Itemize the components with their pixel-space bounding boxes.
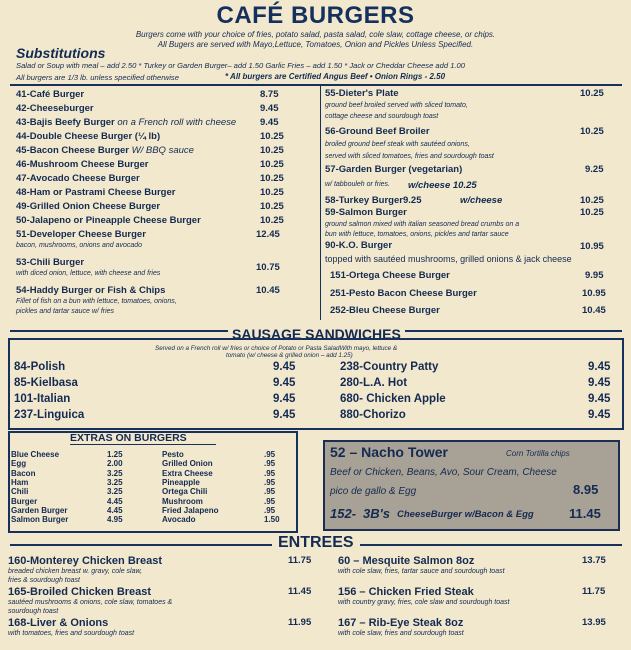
nacho-subtitle: Corn Tortilla chips <box>506 449 570 458</box>
burger-item-desc: with diced onion, lettuce, with cheese and fries <box>16 270 161 277</box>
burger-item-name: 55-Dieter's Plate <box>325 88 399 99</box>
extra-item-price: .95 <box>264 505 276 515</box>
entree-item-desc: with tomatoes, fries and sourdough toast <box>8 630 135 637</box>
entree-item-name: 168-Liver & Onions <box>8 617 109 629</box>
burger-item-price: 10.25 <box>260 131 284 142</box>
sausage-note-2: tomato (w/ cheese & grilled onion – add 1.25) <box>226 352 353 359</box>
extra-item-price: 3.25 <box>107 487 123 497</box>
burger-item-desc: ground salmon mixed with italian seasoned bread crumbs on a <box>325 221 520 228</box>
burger-item-name: 57-Garden Burger (vegetarian) <box>325 164 463 175</box>
burger-item-desc: served with sliced tomatoes, fries and sourdough toast <box>325 153 494 160</box>
burger-item-price: 9.45 <box>260 117 279 128</box>
burger-item-name: 43-Bajis Beefy Burger on a French roll with cheese <box>16 117 237 128</box>
burger-item-name: 44-Double Cheese Burger (¼ lb) <box>16 131 161 142</box>
burger-item-price: 10.75 <box>256 262 280 273</box>
extra-item-price: .95 <box>264 450 276 459</box>
burger-item-extra: w/cheese <box>460 195 503 206</box>
entree-item-price: 13.75 <box>582 555 606 566</box>
sausage-item-name: 238-Country Patty <box>340 361 439 373</box>
sausage-item-name: 280-L.A. Hot <box>340 377 408 389</box>
sausage-item-name: 84-Polish <box>14 361 66 373</box>
entree-item-desc: fries & sourdough toast <box>8 577 80 584</box>
extra-item-name: Mushroom <box>162 496 203 506</box>
burger-item-price: 9.25 <box>585 164 604 175</box>
nacho-title: 52 – Nacho Tower <box>330 444 449 460</box>
burger-item-name: 56-Ground Beef Broiler <box>325 126 430 137</box>
burger-item-note: W/ BBQ sauce <box>128 145 194 156</box>
sausage-item-name: 880-Chorizo <box>340 409 406 421</box>
burger-item-name: 59-Salmon Burger <box>325 207 407 218</box>
burger-item-name: 47-Avocado Cheese Burger <box>16 173 140 184</box>
combo-152-desc: CheeseBurger w/Bacon & Egg <box>397 509 534 520</box>
extra-item-price: 4.45 <box>107 496 123 506</box>
extra-item-price: 3.25 <box>107 477 123 487</box>
extra-item-name: Egg <box>11 459 27 469</box>
burger-item-name: 41-Café Burger <box>16 89 85 100</box>
sausage-note-1: Served on a French roll w/ fries or choice of Potato or Pasta SaladWith mayo, lettuce & <box>155 345 398 352</box>
entree-item-price: 11.95 <box>288 617 312 628</box>
burger-item-desc: pickles and tartar sauce w/ fries <box>16 308 115 315</box>
burger-item-price: 10.45 <box>582 305 606 316</box>
entree-item-desc: with cole slaw, fries and sourdough toast <box>338 630 464 637</box>
entree-item-name: 165-Broiled Chicken Breast <box>8 586 152 598</box>
entree-item-name: 156 – Chicken Fried Steak <box>338 586 474 598</box>
burger-item-extra: w/cheese 10.25 <box>408 180 477 191</box>
burger-item-desc: topped with sautéed mushrooms, grilled onions & jack cheese <box>325 254 572 264</box>
burger-item-price: 8.75 <box>260 89 279 100</box>
burger-item-price: 9.45 <box>260 103 279 114</box>
sausage-item-price: 9.45 <box>588 409 611 421</box>
header-divider <box>10 84 622 86</box>
burger-item-name: 50-Jalapeno or Pineapple Cheese Burger <box>16 215 201 226</box>
burger-item-note: on a French roll with cheese <box>114 117 237 128</box>
nacho-price: 8.95 <box>573 482 599 497</box>
nacho-ingredients-2: pico de gallo & Egg <box>330 486 417 497</box>
sausage-item-name: 680- Chicken Apple <box>340 393 446 405</box>
entree-item-desc: with country gravy, fries, cole slaw and sourdough toast <box>338 599 510 606</box>
burger-item-name: 90-K.O. Burger <box>325 240 393 251</box>
extra-item-price: 4.45 <box>107 505 123 515</box>
burger-item-price: 10.25 <box>580 126 604 137</box>
entree-item-name: 160-Monterey Chicken Breast <box>8 555 163 567</box>
burger-item-price: 10.95 <box>582 288 606 299</box>
sausage-item-price: 9.45 <box>588 361 611 373</box>
extra-item-name: Extra Cheese <box>162 468 213 478</box>
burger-item-name: 45-Bacon Cheese Burger W/ BBQ sauce <box>16 145 194 156</box>
entree-item-name: 167 – Rib-Eye Steak 8oz <box>338 617 464 629</box>
extra-item-name: Ortega Chili <box>162 487 208 497</box>
entree-item-name: 60 – Mesquite Salmon 8oz <box>338 555 475 567</box>
nacho-tower-box <box>323 440 620 531</box>
combo-152-name: 3B's <box>363 506 390 521</box>
sausage-item-price: 9.45 <box>273 393 296 405</box>
nacho-ingredients: Beef or Chicken, Beans, Avo, Sour Cream, Cheese <box>330 467 557 478</box>
burger-item-price: 10.25 <box>260 173 284 184</box>
burger-item-name: 151-Ortega Cheese Burger <box>330 270 450 281</box>
extra-item-price: 1.50 <box>264 515 280 525</box>
burger-item-price: 12.45 <box>256 229 280 240</box>
burger-item-desc: bacon, mushrooms, onions and avocado <box>16 242 143 249</box>
sausage-item-price: 9.45 <box>588 377 611 389</box>
burger-item-name: 54-Haddy Burger or Fish & Chips <box>16 285 166 296</box>
extra-item-price: 2.00 <box>107 459 123 469</box>
burger-item-name: 251-Pesto Bacon Cheese Burger <box>330 288 477 299</box>
extra-item-name: Garden Burger <box>11 505 68 515</box>
entree-item-desc: sautéed mushrooms & onions, cole slaw, tomatoes & <box>8 599 173 606</box>
entrees-heading: ENTREES <box>272 534 360 552</box>
extras-heading: EXTRAS ON BURGERS <box>70 432 187 444</box>
burger-item-price: 10.25 <box>260 159 284 170</box>
burger-item-price: 10.25 <box>580 195 604 206</box>
extra-item-price: .95 <box>264 487 276 497</box>
combo-152-price: 11.45 <box>569 506 601 521</box>
burger-item-desc: Fillet of fish on a bun with lettuce, tomatoes, onions, <box>16 298 177 305</box>
extra-item-name: Salmon Burger <box>11 515 69 525</box>
burger-item-name: 53-Chili Burger <box>16 257 85 268</box>
sausage-item-price: 9.45 <box>273 377 296 389</box>
burger-item-name: 51-Developer Cheese Burger <box>16 229 146 240</box>
burger-item-price: 10.25 <box>580 88 604 99</box>
extra-item-price: 1.25 <box>107 450 123 459</box>
combo-152-number: 152- <box>330 506 357 521</box>
burger-item-name: 252-Bleu Cheese Burger <box>330 305 440 316</box>
extra-item-name: Fried Jalapeno <box>162 505 219 515</box>
burger-item-name: 46-Mushroom Cheese Burger <box>16 159 149 170</box>
entree-item-desc: with cole slaw, fries, tartar sauce and sourdough toast <box>338 568 505 575</box>
sausage-item-name: 237-Linguica <box>14 409 85 421</box>
extra-item-name: Avocado <box>162 515 196 525</box>
substitutions-heading: Substitutions <box>16 45 106 61</box>
extra-item-price: .95 <box>264 468 276 478</box>
extra-item-name: Burger <box>11 496 38 506</box>
burger-item-price: 10.25 <box>260 215 284 226</box>
intro-line-1: Burgers come with your choice of fries, potato salad, pasta salad, cole slaw, cottage cheese, or chips. <box>135 30 496 39</box>
entree-item-desc: breaded chicken breast w. gravy, cole slaw, <box>8 568 143 575</box>
extra-item-name: Chili <box>11 487 29 497</box>
burger-item-price: 9.95 <box>585 270 604 281</box>
sausage-item-price: 9.45 <box>273 409 296 421</box>
extra-item-name: Blue Cheese <box>11 450 60 459</box>
burger-item-desc: cottage cheese and sourdough toast <box>325 113 439 120</box>
burger-item-desc: broiled ground beef steak with sautéed onions, <box>325 141 470 148</box>
extra-item-price: 4.95 <box>107 515 123 525</box>
burger-item-price: 10.25 <box>260 187 284 198</box>
sausage-item-name: 85-Kielbasa <box>14 377 78 389</box>
burger-item-price: 9.25 <box>403 195 422 206</box>
extra-item-price: .95 <box>264 496 276 506</box>
extra-item-name: Ham <box>11 477 29 487</box>
burger-item-price: 10.25 <box>260 145 284 156</box>
burger-item-name: 42-Cheeseburger <box>16 103 94 114</box>
entree-item-price: 13.95 <box>582 617 606 628</box>
burger-item-name: 49-Grilled Onion Cheese Burger <box>16 201 161 212</box>
extra-item-price: .95 <box>264 477 276 487</box>
entree-item-price: 11.75 <box>288 555 312 566</box>
burger-item-price: 10.45 <box>256 285 280 296</box>
burger-item-price: 10.25 <box>580 207 604 218</box>
extras-heading-underline <box>70 444 216 445</box>
burger-item-name: 58-Turkey Burger <box>325 195 403 206</box>
extra-item-price: .95 <box>264 459 276 469</box>
page-title: CAFÉ BURGERS <box>216 2 415 29</box>
burger-item-price: 10.95 <box>580 241 604 252</box>
extra-item-name: Grilled Onion <box>162 459 213 469</box>
extra-item-name: Pineapple <box>162 477 200 487</box>
sausage-item-price: 9.45 <box>588 393 611 405</box>
intro-line-2: All Bugers are served with Mayo,Lettuce, Tomatoes, Onion and Pickles Unless Specified. <box>157 40 474 49</box>
sausage-item-price: 9.45 <box>273 361 296 373</box>
burger-item-desc: bun with lettuce, tomatoes, onions, pickles and tartar sauce <box>325 231 509 238</box>
extra-item-name: Pesto <box>162 450 184 459</box>
sausage-heading: SAUSAGE SANDWICHES <box>228 326 405 342</box>
entree-item-desc: sourdough toast <box>8 608 59 615</box>
burger-item-desc: ground beef broiled served with sliced tomato, <box>325 102 468 109</box>
burger-item-desc: w/ tabbouleh or fries. <box>325 181 390 188</box>
burger-item-name: 48-Ham or Pastrami Cheese Burger <box>16 187 176 198</box>
substitutions-line-1: Salad or Soup with meal – add 2.50 * Turkey or Garden Burger– add 1.50 Garlic Fries – add 1.50 * Jack or Cheddar Cheese add 1.00 <box>16 61 465 70</box>
substitutions-line-2b: * All burgers are Certified Angus Beef • Onion Rings - 2.50 <box>225 72 446 81</box>
sausage-item-name: 101-Italian <box>14 393 71 405</box>
extra-item-price: 3.25 <box>107 468 123 478</box>
burger-item-price: 10.25 <box>260 201 284 212</box>
extra-item-name: Bacon <box>11 468 36 478</box>
substitutions-line-2a: All burgers are 1/3 lb. unless specified otherwise <box>16 73 179 82</box>
burger-column-divider <box>320 86 321 320</box>
entree-item-price: 11.75 <box>582 586 606 597</box>
entree-item-price: 11.45 <box>288 586 312 597</box>
